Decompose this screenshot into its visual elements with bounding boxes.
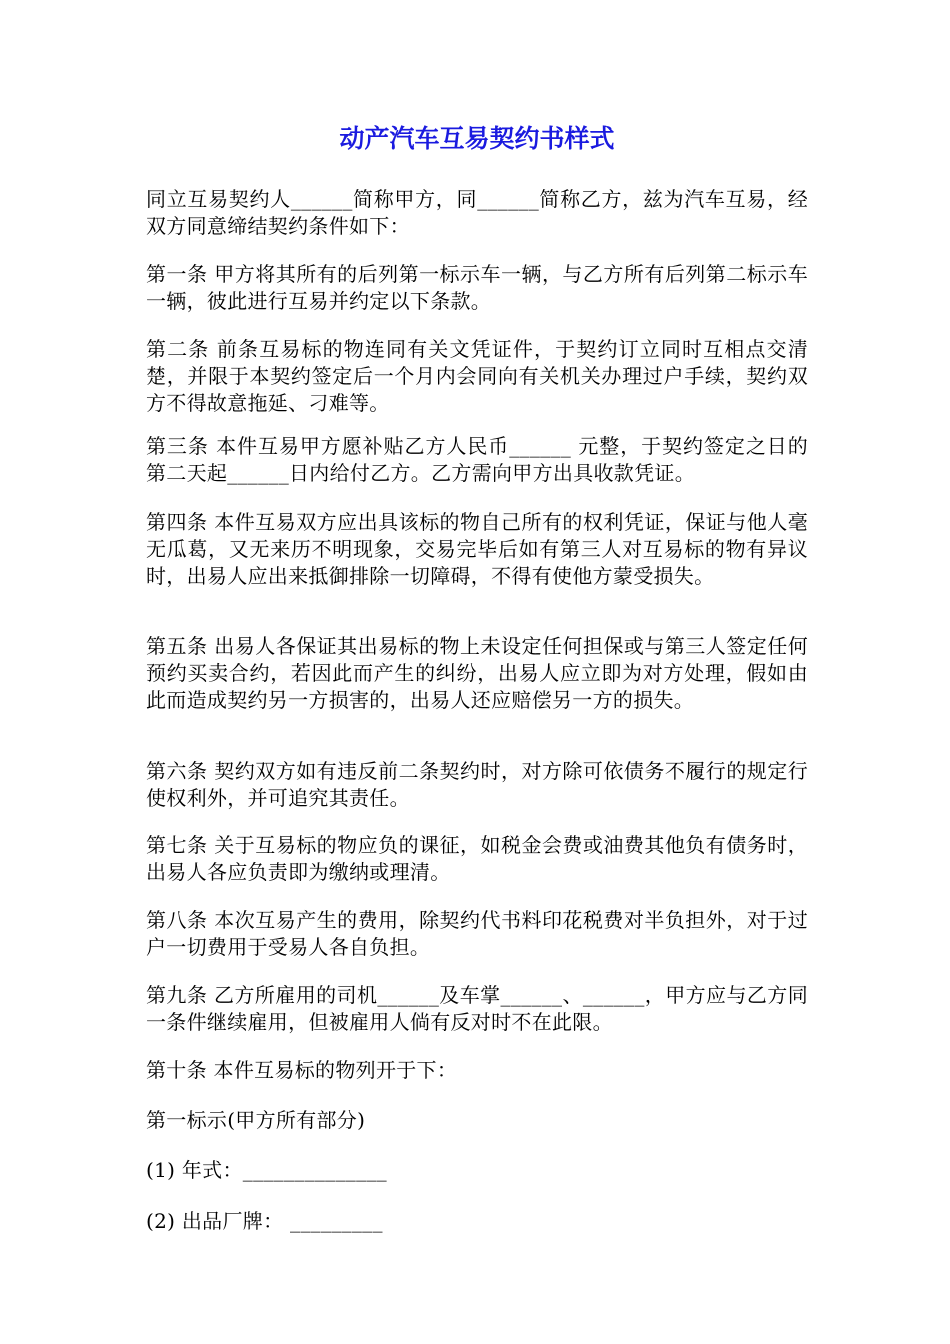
article-3: 第三条 本件互易甲方愿补贴乙方人民币______ 元整，于契约签定之日的第二天起______日内给付乙方。乙方需向甲方出具收款凭证。 [146,434,808,485]
schedule-item-brand: (2) 出品厂牌： _________ [146,1209,383,1233]
document-title: 动产汽车互易契约书样式 [339,124,615,153]
article-9: 第九条 乙方所雇用的司机______及车掌______、______，甲方应与乙方同一条件继续雇用，但被雇用人倘有反对时不在此限。 [146,983,808,1034]
article-2: 第二条 前条互易标的物连同有关文凭证件，于契约订立同时互相点交清楚，并限于本契约签定后一个月内会同向有关机关办理过户手续，契约双方不得故意拖延、刁难等。 [146,337,808,415]
intro-paragraph: 同立互易契约人______简称甲方，同______简称乙方，兹为汽车互易，经双方同意缔结契约条件如下： [146,187,808,238]
article-6: 第六条 契约双方如有违反前二条契约时，对方除可依债务不履行的规定行使权利外，并可追究其责任。 [146,759,808,810]
article-8: 第八条 本次互易产生的费用，除契约代书料印花税费对半负担外，对于过户一切费用于受易人各自负担。 [146,908,808,959]
schedule-1-heading: 第一标示(甲方所有部分) [146,1108,366,1132]
article-4: 第四条 本件互易双方应出具该标的物自己所有的权利凭证，保证与他人毫无瓜葛，又无来历不明现象，交易完毕后如有第三人对互易标的物有异议时，出易人应出来抵御排除一切障碍，不得有使他方蒙受损失。 [146,510,808,588]
article-10: 第十条 本件互易标的物列开于下： [146,1058,458,1082]
article-7: 第七条 关于互易标的物应负的课征，如税金会费或油费其他负有债务时，出易人各应负责即为缴纳或理清。 [146,833,808,884]
schedule-item-year: (1) 年式：______________ [146,1158,387,1182]
article-5: 第五条 出易人各保证其出易标的物上未设定任何担保或与第三人签定任何预约买卖合约，若因此而产生的纠纷，出易人应立即为对方处理，假如由此而造成契约另一方损害的，出易人还应赔偿另一方的损失。 [146,634,808,712]
article-1: 第一条 甲方将其所有的后列第一标示车一辆，与乙方所有后列第二标示车一辆，彼此进行互易并约定以下条款。 [146,262,808,313]
